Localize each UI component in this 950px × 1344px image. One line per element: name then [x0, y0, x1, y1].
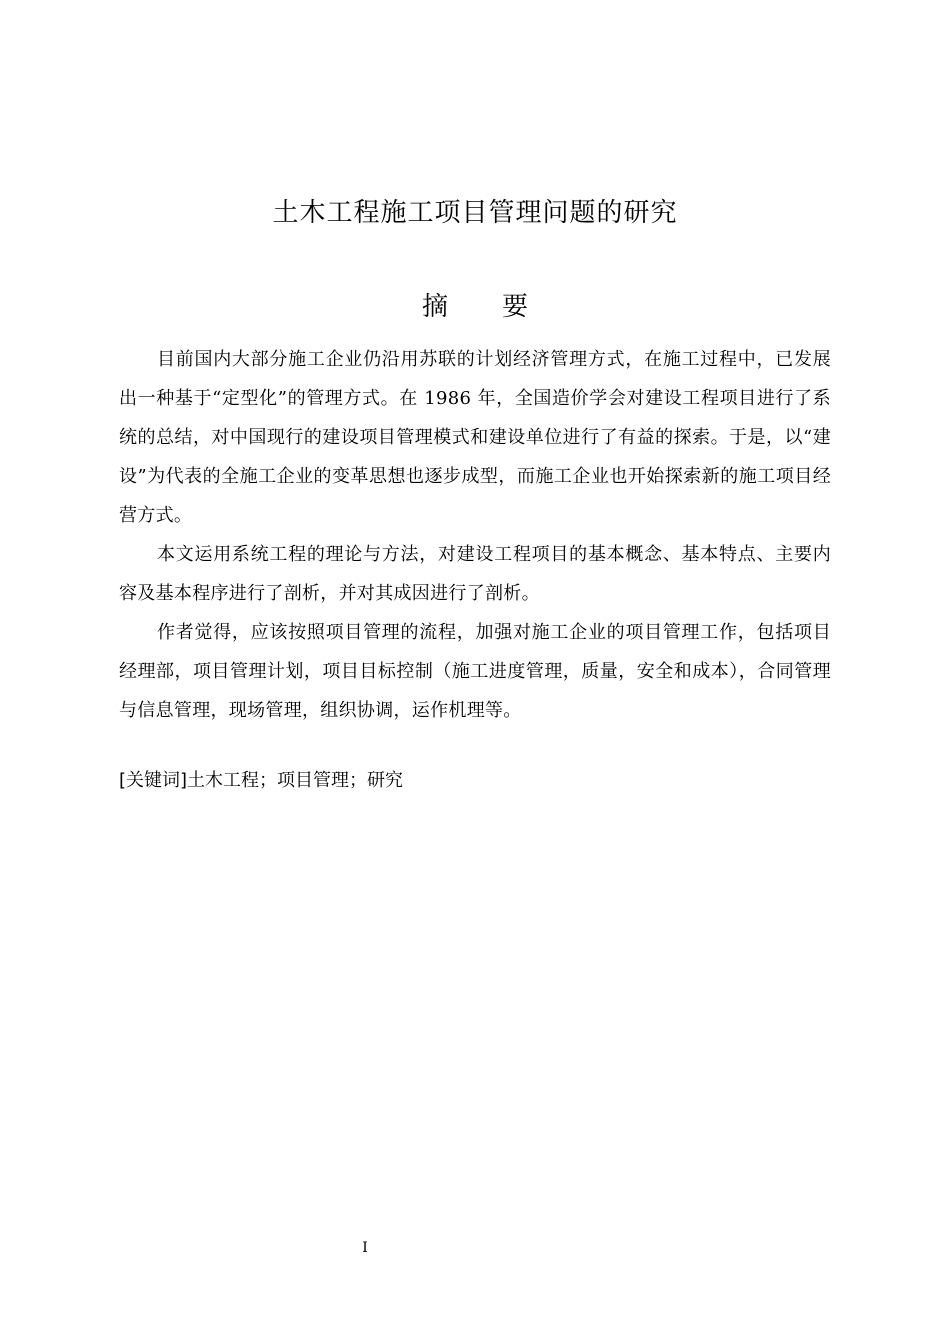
document-title: 土木工程施工项目管理问题的研究 [272, 198, 678, 228]
abstract-paragraph-2: 本文运用系统工程的理论与方法，对建设工程项目的基本概念、基本特点、主要内容及基本程序进行了剖析，并对其成因进行了剖析。 [119, 544, 831, 604]
abstract-paragraph-1: 目前国内大部分施工企业仍沿用苏联的计划经济管理方式，在施工过程中，已发展出一种基于“定型化”的管理方式。在 1986 年，全国造价学会对建设工程项目进行了系统的总结，对中国现行的建设项目管理模式和建设单位进行了有益的探索。于是，以“建设”为代表的全施工企业的变革思想也逐步成型，而施工企业也开始探索新的施工项目经营方式。 [119, 349, 831, 526]
abstract-body [119, 340, 831, 730]
abstract-paragraph-3: 作者觉得，应该按照项目管理的流程，加强对施工企业的项目管理工作，包括项目经理部，项目管理计划，项目目标控制（施工进度管理，质量，安全和成本），合同管理与信息管理，现场管理，组织协调，运作机理等。 [119, 622, 831, 721]
keywords-label: [关键词] [119, 770, 188, 791]
keywords-line [119, 761, 403, 800]
keywords-text: 土木工程；项目管理；研究 [187, 770, 404, 791]
page-number: I [362, 1240, 368, 1256]
abstract-heading: 摘要 [421, 292, 582, 322]
